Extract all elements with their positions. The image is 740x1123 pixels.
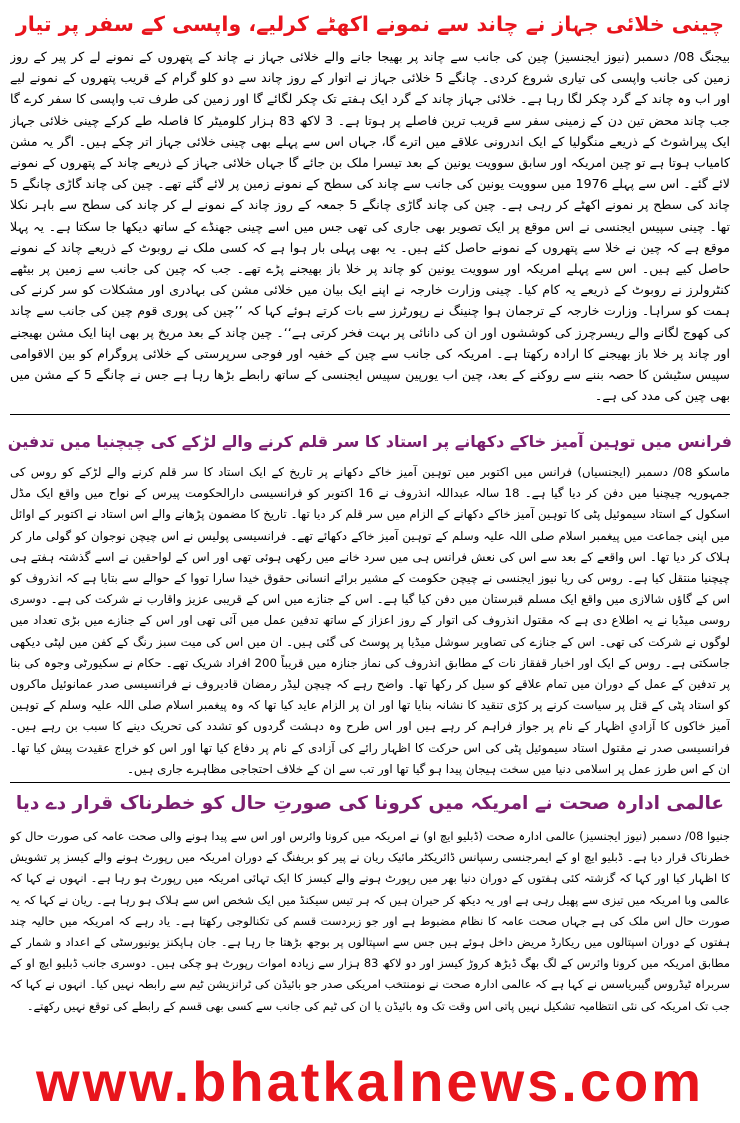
story1-headline: چینی خلائی جہاز نے چاند سے نمونے اکھٹے کرلیے، واپسی کے سفر پر تیار: [15, 12, 725, 36]
website-footer: www.bhatkalnews.com: [36, 1050, 704, 1113]
story3-headline: عالمی ادارہ صحت نے امریکہ میں کرونا کی صورتِ حال کو خطرناک قرار دے دیا: [15, 793, 725, 814]
divider: [10, 414, 730, 415]
story2-headline: فرانس میں توہین آمیز خاکے دکھانے پر استاد کا سر قلم کرنے والے لڑکے کی چیچنیا میں تدفین: [8, 432, 732, 451]
divider: [10, 782, 730, 783]
story2-body: ماسکو 08/ دسمبر (ایجنسیاں) فرانس میں اکتوبر میں توہین آمیز خاکے دکھانے پر تاریخ کے ایک استاد کا سر قلم کرنے والے لڑکے کو روس کی جمہوریہ چیچنیا میں دفن کر دیا گیا ہے۔ 18 سالہ عبداللہ انذروف نے 16 اکتوبر کو فرانسیسی دارالحکومت پیرس کے نواح میں واقع ایک مڈل اسکول کے استاد سیموئیل پٹی کا توہین آمیز خاکے دکھانے کے الزام میں سر قلم کر دیا تھا۔ تاریخ کا مضمون پڑھانے والے اس استاد نے اکتوبر کے اوائل میں اپنی جماعت میں پیغمبر اسلام صلی اللہ علیہ وسلم کے توہین آمیز خاکے دکھائے تھے۔ فرانسیسی پولیس نے اس چیچن نوجوان کو گولی مار کر ہلاک کر دیا تھا۔ اس واقعے کے بعد سے اس کی نعش فرانس ہی میں سرد خانے میں رکھی ہوئی تھی اور اس کے لواحقین نے اسے گذشتہ ہفتے ہی چیچنیا منتقل کیا ہے۔ روس کی ریا نیوز ایجنسی نے چیچن حکومت کے مشیر برائے انسانی حقوق خیدا سارا تووا کے حوالے سے بتایا ہے کہ انذروف کو اس کے گاؤں شالازی میں واقع ایک مسلم قبرستان میں دفن کیا گیا ہے۔ اس کے جنازے میں اس کے قریبی عزیز واقارب نے شرکت کی ہے۔ دوسری روسی میڈیا نے یہ اطلاع دی ہے کہ مقتول انذروف کی اتوار کے روز اعزاز کے ساتھ تدفین عمل میں آئی تھی اور اس کے جنازے میں بڑی تعداد میں لوگوں نے شرکت کی تھی۔ اس کے جنازے کی تصاویر سوشل میڈیا پر پوسٹ کی گئی ہیں۔ ان میں اس کی میت سبز رنگ کے کفن میں لپٹی دیکھی جاسکتی ہے۔ روس کے ایک اور اخبار قفقاز نات کے مطابق انذروف کی نماز جنازہ میں قریباً 200 افراد شریک تھے۔ حکام نے سکیورٹی وجوہ کی بنا پر تدفین کے عمل کے دوران میں تمام علاقے کو سیل کر رکھا تھا۔ واضح رہے کہ چیچن لیڈر رمضان قادیروف نے فرانسیسی صدر عمانوئیل ماکروں کو استاد پٹی کے قتل پر سیاست کرنے پر کڑی تنقید کا نشانہ بنایا تھا اور ان پر الزام عاید کیا تھا کہ وہ پیغمبر اسلام صلی اللہ علیہ وسلم کے توہین آمیز خاکوں کا آزادیِ اظہار کے نام پر جواز فراہم کر رہے ہیں اور اس طرح وہ دہشت گردوں کو تشدد کی تحریک دینے کا سبب بن رہے ہیں۔ فرانسیسی صدر نے مقتول استاد سیموئیل پٹی کی اس حرکت کا اظہار رائے کی آزادی کے نام پر دفاع کیا تھا اور اس کو خراج عقیدت پیش کیا تھا۔ ان کے اس طرز عمل پر اسلامی دنیا میں سخت ہیجان پیدا ہو گیا تھا اور تب سے ان کے خلاف احتجاجی مظاہرے جاری ہیں۔: [10, 465, 730, 776]
story3-body: جنیوا 08/ دسمبر (نیوز ایجنسیز) عالمی ادارہ صحت (ڈبلیو ایچ او) نے امریکہ میں کرونا وائرس اور اس سے پیدا ہونے والی صحت عامہ کی صورت حال کو خطرناک قرار دیا ہے۔ ڈبلیو ایچ او کے ایمرجنسی رسپانس ڈائریکٹر مائیک ریان نے پیر کو بریفنگ کے دوران امریکہ میں رپورٹ ہونے والے کیسز پر تشویش کا اظہار کیا اور کہا کہ گزشتہ کئی ہفتوں کے دوران دنیا بھر میں رپورٹ ہونے والے کیسز کا ایک تہائی امریکہ میں رپورٹ ہو رہا ہے۔ انہوں نے کہا کہ عالمی وبا امریکہ میں تیزی سے پھیل رہی ہے اور یہ دیکھ کر حیران ہیں کہ ہر تیس سیکنڈ میں ایک شخص اس سے ہلاک ہو رہا ہے۔ ریان نے کہا کہ یہ صورت حال اس ملک کی ہے جہاں صحت عامہ کا نظام مضبوط ہے اور جو زبردست قسم کی تکنالوجی رکھتا ہے۔ یاد رہے کہ امریکہ میں حالیہ چند ہفتوں کے دوران اسپتالوں میں ریکارڈ مریض داخل ہوئے ہیں جس سے اسپتالوں پر بوجھ بڑھتا جا رہا ہے۔ جان ہاپکنز یونیورسٹی کے اعداد و شمار کے مطابق امریکہ میں کرونا وائرس کے لگ بھگ ڈیڑھ کروڑ کیسز اور دو لاکھ 83 ہزار سے زیادہ اموات رپورٹ ہو چکی ہیں۔ دوسری جانب ڈبلیو ایچ او کے سربراہ ٹیڈروس گیبریاسس نے کہا ہے کہ عالمی ادارہ صحت نے نومنتخب امریکی صدر جو بائیڈن کی ٹرانزیشن ٹیم سے رابطہ نہیں کیا۔ انہوں نے کہا کہ جب تک امریکہ کی نئی انتظامیہ تشکیل نہیں پاتی اس وقت تک وہ بائیڈن یا ان کی ٹیم کی جانب سے کسی بھی قسم کے رابطے کی توقع نہیں رکھتے۔: [10, 829, 730, 1013]
story1-body: بیجنگ 08/ دسمبر (نیوز ایجنسیز) چین کی جانب سے چاند پر بھیجا جانے والے خلائی جہاز نے چاند کے پتھروں کے نمونے لے کر پیر کے روز زمین کی جانب واپسی کی تیاری شروع کردی۔ چانگے 5 خلائی جہاز نے اتوار کے روز چاند سے دو کلو گرام کے قریب پتھروں کے نمونے لیے اور اب وہ چاند کے گرد چکر لگا رہا ہے۔ خلائی جہاز چاند کے گرد ایک ہفتے تک چکر لگائے گا اور زمین کی طرف تب واپسی کا سفر کرے گا جب چاند محض تین دن کے زمینی سفر سے قریب ترین فاصلے پر ہوتا ہے۔ 3 لاکھ 83 ہزار کلومیٹر کا فاصلہ طے کرکے چینی خلائی جہاز ایک پیراشوٹ کے ذریعے منگولیا کے ایک اندرونی علاقے میں اترے گا، جہاں اس سے پہلے بھی چینی خلائی جہاز اتر چکے ہیں۔ اگر یہ مشن کامیاب ہوتا ہے تو چین امریکہ اور سابق سوویت یونین کے بعد تیسرا ملک بن جائے گا جہاں خلائی جہاز کے ذریعے چاند کے پتھروں کے نمونے لائے گئے۔ اس سے پہلے 1976 میں سوویت یونین کی جانب سے چاند کی سطح کے نمونے زمین پر لائے گئے تھے۔ چین کی چاند گاڑی چانگے 5 چاند کی سطح پر نمونے اکھٹے کر رہی ہے۔ چین کی چاند گاڑی چانگے 5 جمعہ کے روز چاند کے نمونے لے کر چاند کی سطح سے باہر نکلا تھا۔ چینی سپیس ایجنسی نے اس موقع پر ایک تصویر بھی جاری کی تھی جس میں اسے چینی جھنڈے کے ساتھ دیکھا جا سکتا ہے۔ یہ پہلا موقع ہے کہ چین نے خلا سے پتھروں کے نمونے حاصل کئے ہیں۔ یہ بھی پہلی بار ہوا ہے کہ کسی ملک نے روبوٹ کے ذریعے چاند کے نمونے حاصل کیے ہیں۔ اس سے پہلے امریکہ اور سوویت یونین کو چاند پر خلا باز بھیجنے پڑے تھے۔ جب کہ چین کی جانب سے زمین پر بیٹھے کنٹرولرز نے روبوٹ کے ذریعے یہ کام کیا۔ چینی وزارت خارجہ نے اپنے ایک بیان میں خلائی مشن کی بہادری اور مشکلات کو سر کرنے کی ہمت کو سراہا۔ وزارت خارجہ کے ترجمان ہوا چنینگ نے رپورٹرز سے بات کرتے ہوئے کہا کہ ’’چین کی پوری قوم چین کی جانب سے چاند کی کھوج لگانے والے ریسرچرز کی کوششوں اور ان کی دانائی پر بہت فخر کرتی ہے‘‘۔ چین چاند کے بعد مریخ پر بھی اپنا ایک مشن بھیجنے اور چاند پر خلا باز بھیجنے کا ارادہ رکھتا ہے۔ امریکہ کی جانب سے چین کے خفیہ اور فوجی سرپرستی کے خلائی پروگرام کو بین الاقوامی سپیس سٹیشن کا حصہ بننے سے روکنے کے بعد، چین اب یورپین سپیس ایجنسی کے ساتھ رابطے بڑھا رہا ہے جس نے چانگے 5 کے مشن میں بھی چین کی مدد کی ہے۔: [10, 49, 730, 404]
